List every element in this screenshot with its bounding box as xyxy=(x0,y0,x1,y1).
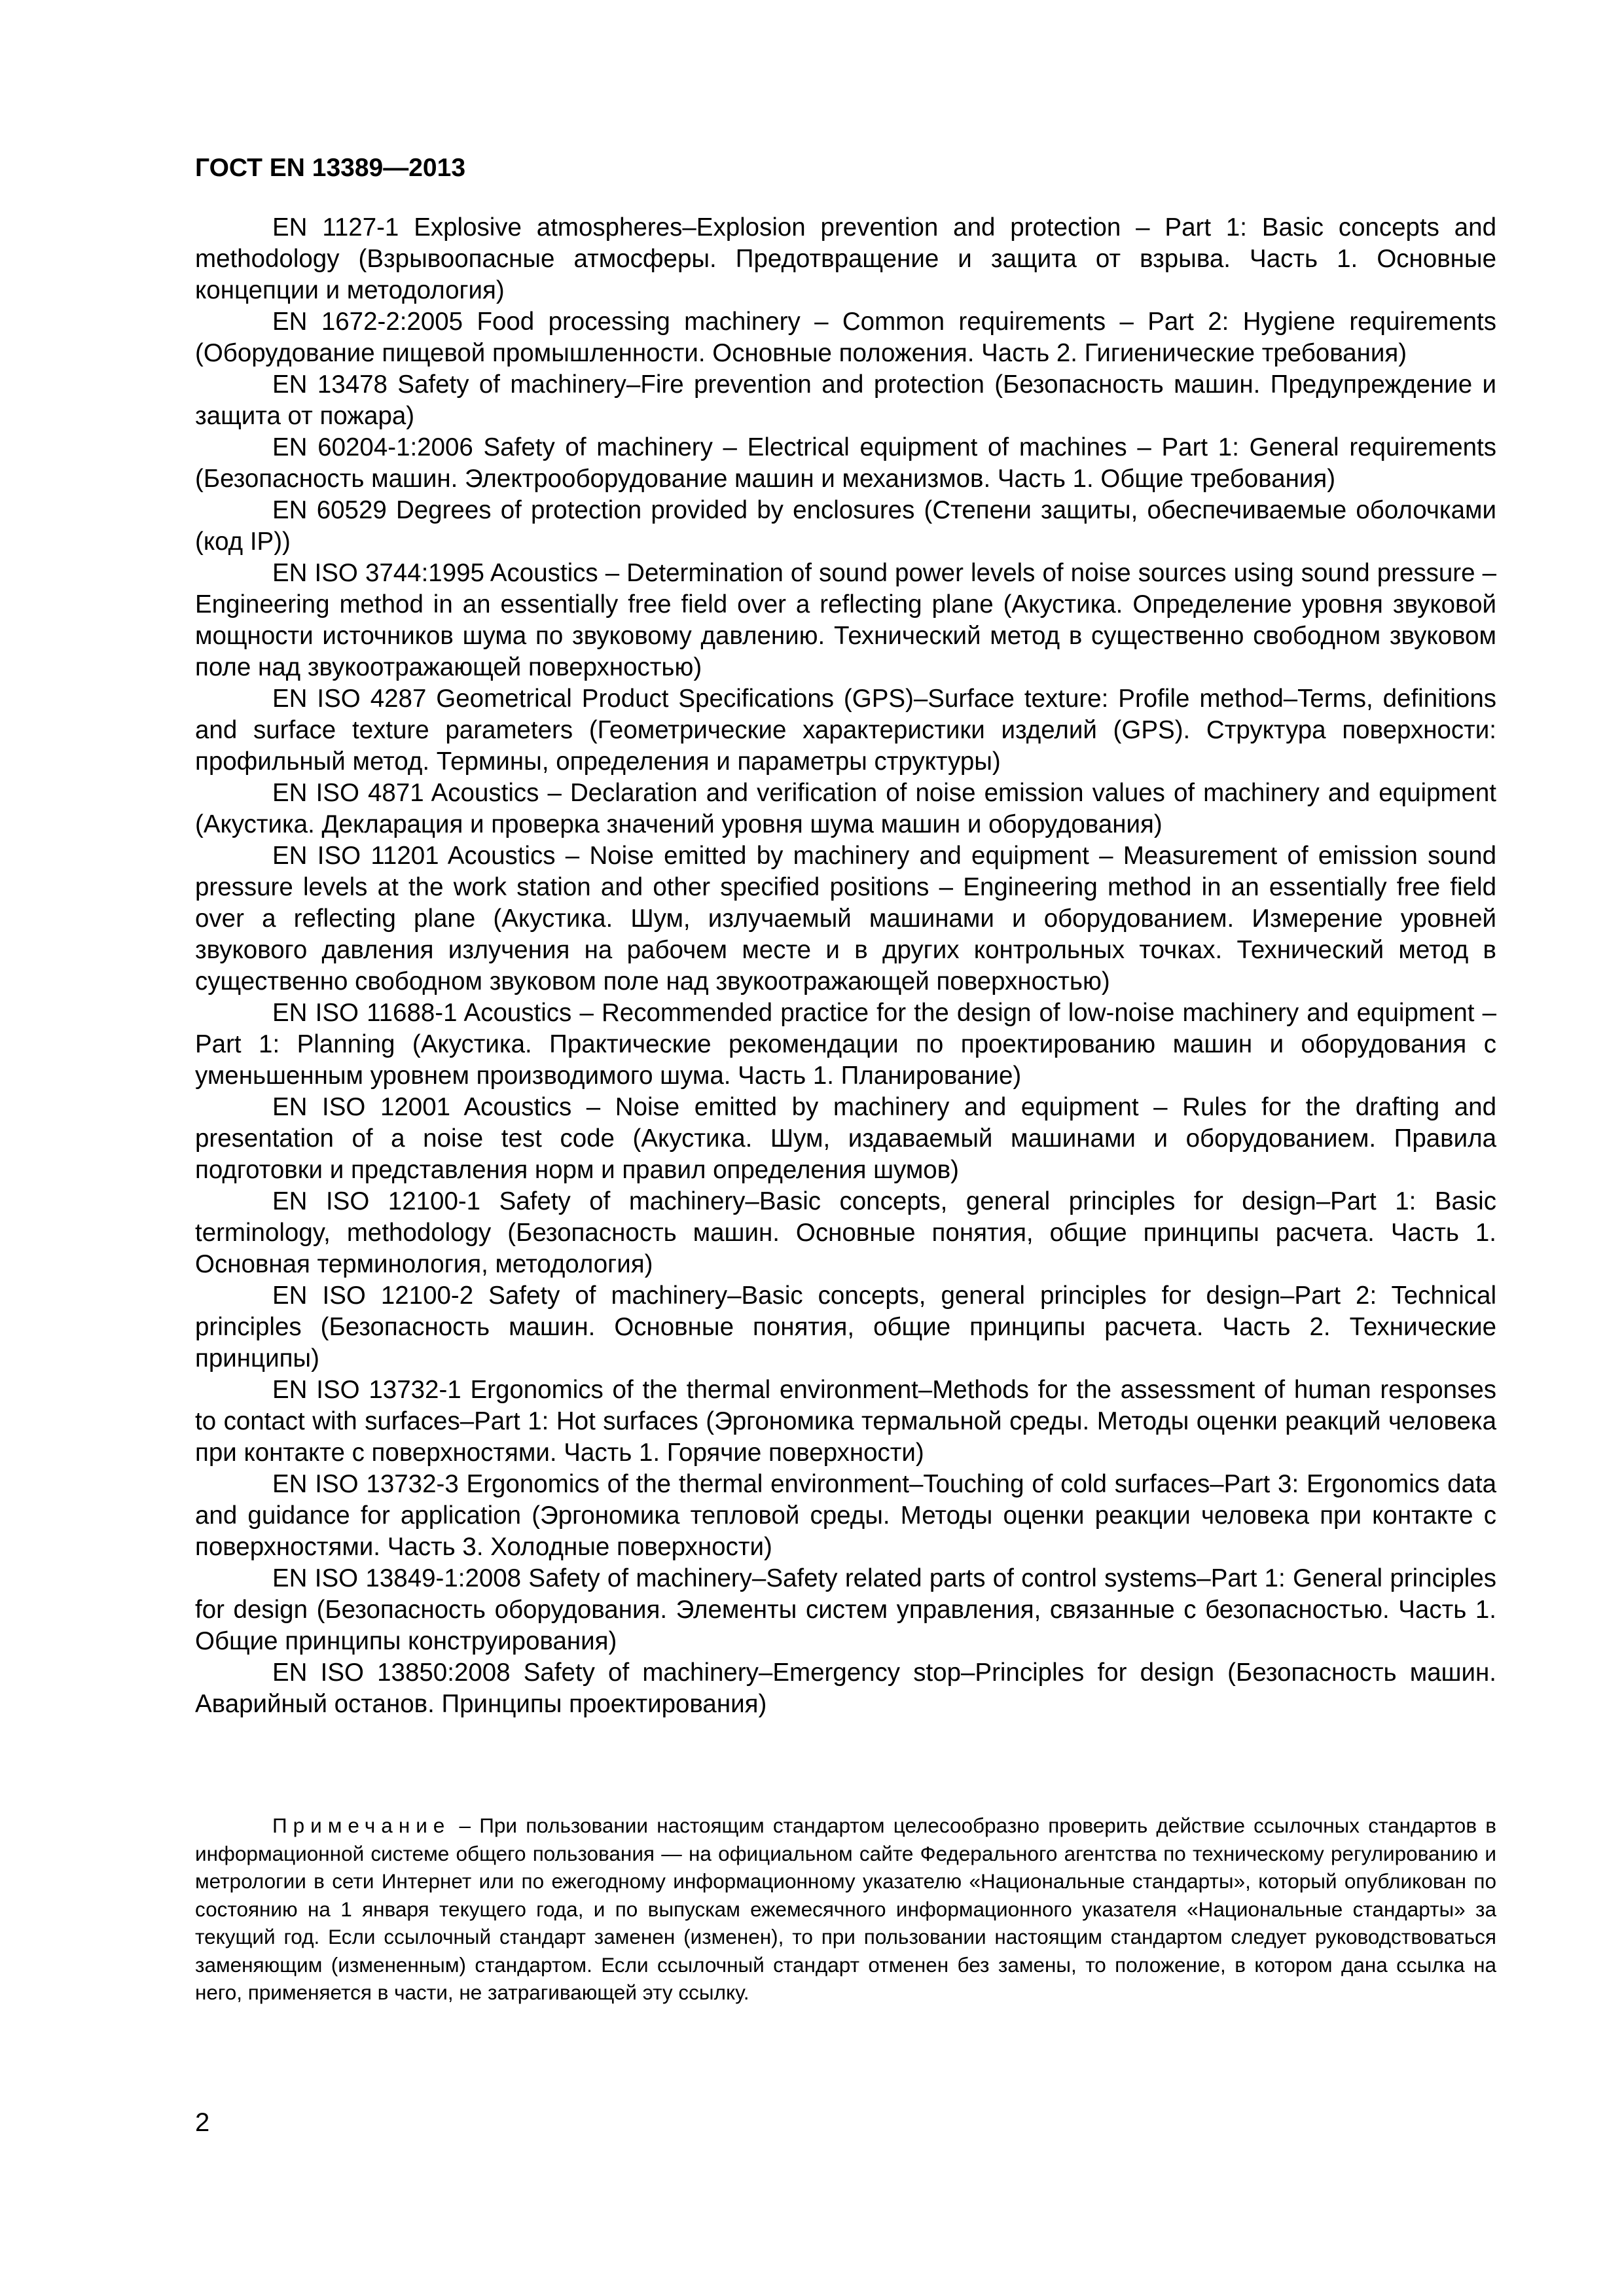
reference-entry: EN ISO 13732-1 Ergonomics of the thermal environment–Methods for the assessment of human responses to contact with surfaces–Part 1: Hot surfaces (Эргономика термальной среды. Методы оценки реакций человека при контакте с поверхностями. Часть 1. Горячие поверхности) xyxy=(195,1376,1496,1467)
reference-entry: EN ISO 3744:1995 Acoustics – Determination of sound power levels of noise sources using sound pressure – Engineering method in an essentially free field over a reflecting plane (Акустика. Определение уровня звуковой мощности источников шума по звуковому давлению. Технический метод в существенно свободном звуковом поле над звукоотражающей поверхностью) xyxy=(195,559,1496,681)
reference-entry: EN 60529 Degrees of protection provided by enclosures (Степени защиты, обеспечиваемые оболочками (код IP)) xyxy=(195,496,1496,556)
note-paragraph xyxy=(195,1812,1496,2007)
note-text: – При пользовании настоящим стандартом целесообразно проверить действие ссылочных стандартов в информационной системе общего пользования — на официальном сайте Федерального агентства по техническому регулированию и метрологии в сети Интернет или по ежегодному информационному указателю «Национальные стандарты», который опубликован по состоянию на 1 января текущего года, и по выпускам ежемесячного информационного указателя «Национальные стандарты» за текущий год. Если ссылочный стандарт заменен (изменен), то при пользовании настоящим стандартом следует руководствоваться заменяющим (измененным) стандартом. Если ссылочный стандарт отменен без замены, то положение, в котором дана ссылка на него, применяется в части, не затрагивающей эту ссылку. xyxy=(195,1814,1496,2004)
reference-entry: EN ISO 11688-1 Acoustics – Recommended practice for the design of low-noise machinery and equipment – Part 1: Planning (Акустика. Практические рекомендации по проектированию машин и оборудования с уменьшенным уровнем производимого шума. Часть 1. Планирование) xyxy=(195,999,1496,1090)
page-number: 2 xyxy=(195,2108,210,2137)
reference-entry: EN ISO 13732-3 Ergonomics of the thermal environment–Touching of cold surfaces–Part 3: Ergonomics data and guidance for application (Эргономика тепловой среды. Методы оценки реакции человека при контакте с поверхностями. Часть 3. Холодные поверхности) xyxy=(195,1470,1496,1561)
note-label: Примечание xyxy=(272,1814,451,1837)
reference-entry: EN ISO 12100-2 Safety of machinery–Basic concepts, general principles for design–Part 2: Technical principles (Безопасность машин. Основные понятия, общие принципы расчета. Часть 2. Технические принципы) xyxy=(195,1282,1496,1372)
reference-entry: EN ISO 11201 Acoustics – Noise emitted by machinery and equipment – Measurement of emission sound pressure levels at the work station and other specified positions – Engineering method in an essentially free field over a reflecting plane (Акустика. Шум, излучаемый машинами и оборудованием. Измерение уровней звукового давления излучения на рабочем месте и в других контрольных точках. Технический метод в существенно свободном звуковом поле над звукоотражающей поверхностью) xyxy=(195,842,1496,996)
reference-entry: EN 60204-1:2006 Safety of machinery – Electrical equipment of machines – Part 1: General requirements (Безопасность машин. Электрооборудование машин и механизмов. Часть 1. Общие требования) xyxy=(195,433,1496,493)
normative-references-list xyxy=(195,212,1496,1720)
reference-entry: EN ISO 12100-1 Safety of machinery–Basic concepts, general principles for design–Part 1: Basic terminology, methodology (Безопасность машин. Основные понятия, общие принципы расчета. Часть 1. Основная терминология, методология) xyxy=(195,1187,1496,1278)
reference-entry: EN 1127-1 Explosive atmospheres–Explosion prevention and protection – Part 1: Basic concepts and methodology (Взрывоопасные атмосферы. Предотвращение и защита от взрыва. Часть 1. Основные концепции и методология) xyxy=(195,213,1496,304)
reference-entry: EN ISO 13850:2008 Safety of machinery–Emergency stop–Principles for design (Безопасность машин. Аварийный останов. Принципы проектирования) xyxy=(195,1659,1496,1718)
reference-entry: EN 13478 Safety of machinery–Fire prevention and protection (Безопасность машин. Предупреждение и защита от пожара) xyxy=(195,370,1496,430)
standard-header: ГОСТ EN 13389—2013 xyxy=(195,154,466,182)
reference-entry: EN ISO 4871 Acoustics – Declaration and verification of noise emission values of machinery and equipment (Акустика. Декларация и проверка значений уровня шума машин и оборудования) xyxy=(195,779,1496,838)
reference-entry: EN 1672-2:2005 Food processing machinery – Common requirements – Part 2: Hygiene requirements (Оборудование пищевой промышленности. Основные положения. Часть 2. Гигиенические требования) xyxy=(195,308,1496,367)
reference-entry: EN ISO 12001 Acoustics – Noise emitted by machinery and equipment – Rules for the drafting and presentation of a noise test code (Акустика. Шум, издаваемый машинами и оборудованием. Правила подготовки и представления норм и правил определения шумов) xyxy=(195,1093,1496,1184)
reference-entry: EN ISO 4287 Geometrical Product Specifications (GPS)–Surface texture: Profile method–Terms, definitions and surface texture parameters (Геометрические характеристики изделий (GPS). Структура поверхности: профильный метод. Термины, определения и параметры структуры) xyxy=(195,685,1496,776)
reference-entry: EN ISO 13849-1:2008 Safety of machinery–Safety related parts of control systems–Part 1: General principles for design (Безопасность оборудования. Элементы систем управления, связанные с безопасностью. Часть 1. Общие принципы конструирования) xyxy=(195,1564,1496,1655)
